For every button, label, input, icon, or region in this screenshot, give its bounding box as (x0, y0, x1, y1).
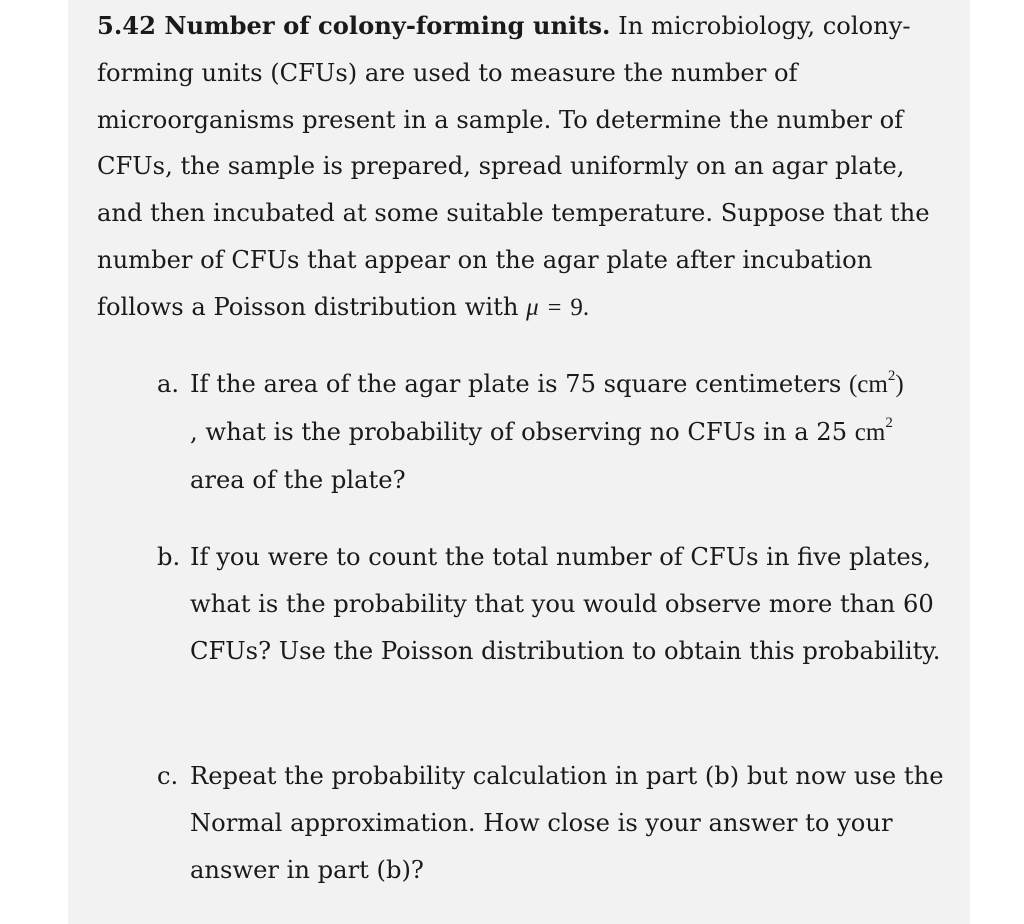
part-a-text-3: area of the plate? (190, 465, 406, 494)
part-b (157, 534, 960, 674)
part-c (157, 753, 960, 893)
part-b-text: If you were to count the total number of CFUs in five plates, what is the probability that you would observe more than 60 CFUs? Use the Poisson distribution to obtain this probability. (190, 543, 941, 665)
problem-intro-text: In microbiology, colony-forming units (CFUs) are used to measure the number of microorganisms present in a sample. To determine the number of CFUs, the sample is prepared, spread uniformly on an agar plate, and then incubated at some suitable temperature. Suppose that the number of CFUs that appear on the agar plate after incubation follows a Poisson distribution with (97, 12, 930, 321)
part-a-text-1: If the area of the agar plate is 75 square centimeters (190, 370, 842, 398)
part-a-unit-2: $cm^2$ (854, 415, 893, 446)
equals-sign: = (547, 293, 562, 321)
part-c-text: Repeat the probability calculation in part (b) but now use the Normal approximation. How close is your answer to your answer in part (b)? (190, 762, 944, 884)
problem-title: 5.42 Number of colony-forming units. (97, 11, 611, 40)
part-a-text-2: , what is the probability of observing no CFUs in a 25 (190, 417, 848, 446)
part-c-label: c. (157, 762, 179, 790)
mu-symbol: μ (526, 293, 539, 321)
mu-value: 9. (570, 293, 590, 321)
part-a (157, 361, 960, 503)
part-a-label: a. (157, 370, 180, 398)
problem-statement (97, 3, 947, 332)
part-b-label: b. (157, 543, 181, 571)
part-a-unit: $(cm^2)$ (848, 367, 904, 398)
